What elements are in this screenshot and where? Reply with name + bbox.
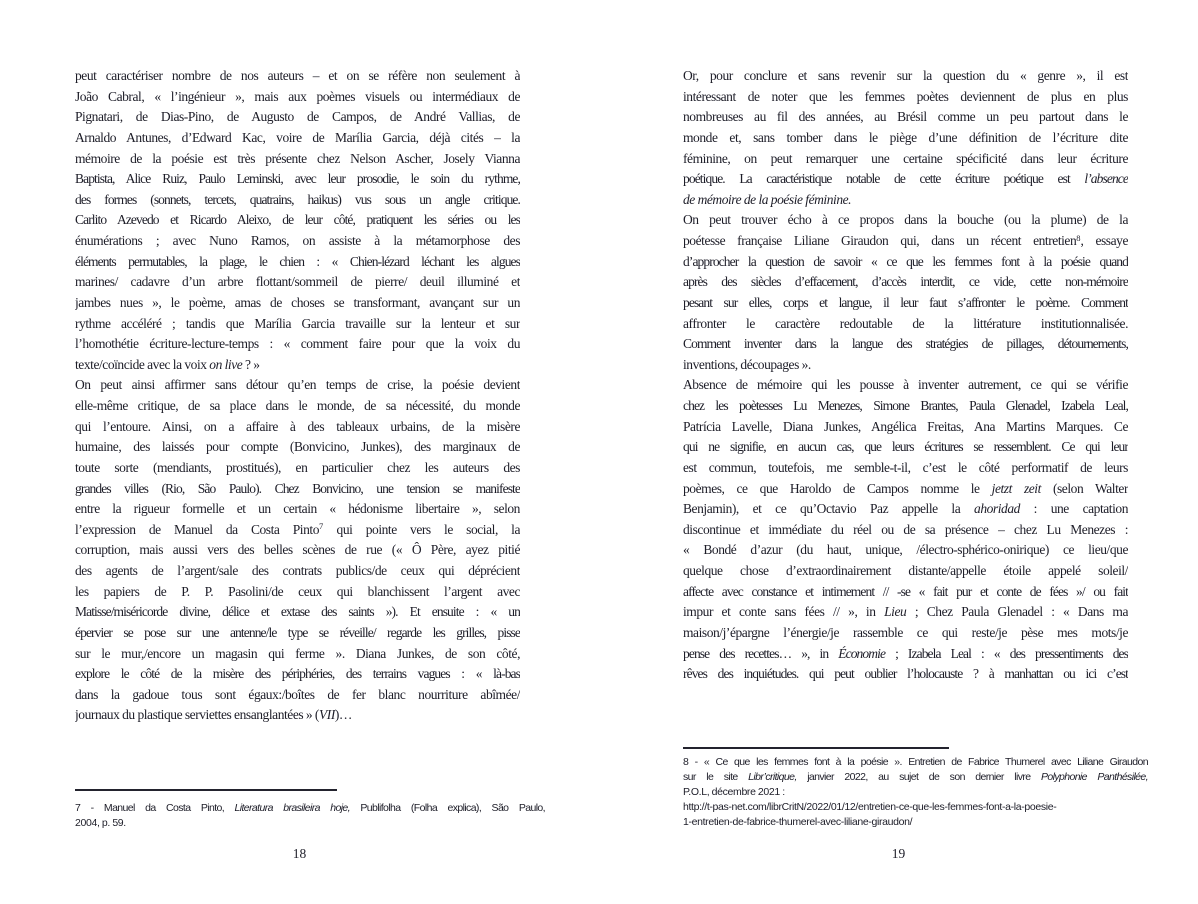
text-line	[75, 272, 520, 293]
text-segment: elle-même critique, de sa place dans le monde, de sa nécessité, du monde	[75, 398, 520, 413]
text-line	[75, 314, 520, 335]
text-line	[683, 169, 1128, 190]
text-segment: sur le mur,/encore un magasin qui ferme ». Diana Junkes, de son côté,	[75, 645, 520, 661]
text-segment: poétique. La caractéristique notable de cette écriture poétique est	[683, 171, 1085, 187]
page-number-left: 18	[292, 846, 307, 861]
text-segment: intéressant de noter que les femmes poètes deviennent de plus en plus	[683, 88, 1128, 104]
text-line	[75, 417, 520, 438]
footnote-rule-right	[683, 747, 949, 749]
text-segment: dans la gadoue tous sont égaux:/boîtes de fer blanc nourriture abîmée/	[75, 686, 520, 702]
text-line	[75, 582, 520, 603]
text-segment: 8 - « Ce que les femmes font à la poésie ». Entretien de Fabrice Thumerel avec Liliane Giraudon	[683, 756, 1148, 768]
text-line	[683, 210, 1128, 231]
text-segment: (selon Walter	[1040, 480, 1128, 496]
text-segment: Baptista, Alice Ruiz, Paulo Leminski, avec leur prosodie, le soin du rythme,	[75, 171, 520, 187]
text-line	[75, 334, 520, 355]
text-segment: marines/ cadavre d’un arbre flottant/sommeil de pierre/ deuil illuminé et	[75, 274, 520, 290]
text-segment: 7 - Manuel da Costa Pinto,	[75, 802, 235, 814]
text-segment: Absence de mémoire qui les pousse à inventer autrement, ce qui se vérifie	[683, 377, 1128, 393]
italic-text-segment: Polyphonie Panthésilée,	[1040, 771, 1148, 783]
text-segment: pesant sur elles, corps et langue, il leur faut s’affronter le poème. Comment	[683, 294, 1128, 310]
text-line	[75, 664, 520, 685]
text-segment: discontinue et immédiate du réel ou de sa présence – chez Lu Menezes :	[683, 521, 1128, 537]
text-line	[75, 801, 545, 816]
text-segment: toute sorte (mendiants, prostitués), en particulier chez les auteurs des	[75, 459, 520, 475]
text-line	[683, 815, 1148, 830]
text-line	[683, 272, 1128, 293]
page-number-right: 19	[891, 846, 906, 861]
page-19-text-column	[683, 66, 1128, 685]
text-segment: Matisse/miséricorde divine, délice et extase des saints »). Et ensuite : « un	[75, 604, 520, 620]
text-line	[683, 375, 1128, 396]
text-segment: , essaye	[1080, 233, 1128, 248]
text-segment: maison/j’épargne l’énergie/je rassemble ce qui reste/je pèse mes mots/je	[683, 624, 1128, 640]
text-line	[75, 479, 520, 500]
text-line	[75, 561, 520, 582]
text-line	[683, 785, 1148, 800]
text-segment: éléments permutables, la plage, le chien : « Chien-lézard léchant les algues	[75, 253, 520, 269]
italic-text-segment: l’absence	[1084, 171, 1128, 187]
text-segment: http://t-pas-net.com/librCritN/2022/01/12/entretien-ce-que-les-femmes-font-a-la-poesie-	[683, 801, 1057, 813]
text-segment: João Cabral, « l’ingénieur », mais aux poèmes visuels ou intermédiaux de	[75, 88, 520, 104]
text-segment: Arnaldo Antunes, d’Edward Kac, voire de Marília Garcia, déjà cités – la	[75, 129, 520, 145]
text-segment: Comment inventer dans la langue des stratégies de pillages, détournements,	[683, 336, 1128, 352]
text-segment: quelque chose d’extraordinairement distante/appelle étoile appelé soleil/	[683, 563, 1128, 578]
text-segment: affronter le caractère redoutable de la littérature institutionnalisée.	[683, 315, 1128, 331]
text-segment: des agents de l’argent/sale des contrats publics/de ceux qui déprécient	[75, 563, 520, 578]
text-segment: pense des recettes… », in	[683, 645, 839, 661]
text-segment: rythme accéléré ; tandis que Marília Garcia travaille sur la lenteur et sur	[75, 315, 520, 331]
text-line	[75, 685, 520, 706]
footnote-reference: 8	[1076, 232, 1081, 243]
text-line	[75, 149, 520, 170]
text-line	[75, 458, 520, 479]
text-line	[75, 644, 520, 665]
page-18-text-column	[75, 66, 520, 726]
text-line	[683, 623, 1128, 644]
text-segment: mémoire de la poésie est très présente chez Nelson Ascher, Josely Vianna	[75, 150, 520, 166]
text-line	[75, 293, 520, 314]
text-segment: explore le côté de la misère des périphéries, des terrains vagues : « là-bas	[75, 666, 520, 682]
text-line	[75, 87, 520, 108]
text-line	[683, 66, 1128, 87]
text-line	[75, 66, 520, 87]
text-line	[683, 770, 1148, 785]
text-line	[683, 499, 1128, 520]
text-segment: qui pointe vers le social, la	[323, 521, 520, 537]
text-line	[75, 437, 520, 458]
italic-text-segment: Libr’critique,	[748, 771, 797, 783]
italic-text-segment: Économie	[838, 645, 886, 661]
text-segment: inventions, découpages ».	[683, 356, 811, 372]
italic-text-segment: Lieu	[884, 604, 907, 620]
text-line	[683, 644, 1128, 665]
text-line	[75, 107, 520, 128]
text-line	[683, 128, 1128, 149]
text-segment: humaine, des laissés pour compte (Bonvicino, Junkes), des marginaux de	[75, 439, 520, 455]
text-segment: des formes (sonnets, tercets, quatrains, haikus) vus sous un angle critique.	[75, 191, 520, 207]
text-line	[75, 499, 520, 520]
text-segment: poétesse française Liliane Giraudon qui, dans un récent entretien	[683, 233, 1077, 248]
text-segment: sur le site	[683, 771, 749, 783]
text-line	[75, 355, 520, 376]
text-segment: poèmes, ce que Haroldo de Campos nomme le	[683, 480, 992, 496]
text-line	[683, 458, 1128, 479]
text-line	[683, 664, 1128, 685]
text-segment: ; Chez Paula Glenadel : « Dans ma	[906, 604, 1128, 620]
text-line	[683, 252, 1128, 273]
text-line	[683, 87, 1128, 108]
text-segment: peut caractériser nombre de nos auteurs – et on se réfère non seulement à	[75, 68, 520, 83]
text-segment: l’expression de Manuel da Costa Pinto	[75, 521, 319, 537]
text-line	[75, 231, 520, 252]
text-line	[683, 107, 1128, 128]
text-segment: l’homothétie écriture-lecture-temps : « comment faire pour que la voix du	[75, 336, 520, 352]
text-line	[75, 602, 520, 623]
text-line	[683, 293, 1128, 314]
text-line	[75, 190, 520, 211]
footnote-page-18	[75, 801, 545, 831]
text-line	[75, 169, 520, 190]
text-line	[683, 437, 1128, 458]
text-segment: journaux du plastique serviettes ensanglantées » (	[75, 707, 319, 723]
text-segment: nombreuses au fil des années, au Brésil comme un peu partout dans le	[683, 109, 1128, 125]
text-segment: )…	[334, 707, 352, 723]
italic-text-segment: on live	[209, 356, 243, 372]
italic-text-segment: ahoridad	[974, 501, 1020, 517]
text-segment: : une captation	[1019, 501, 1128, 517]
text-segment: jambes nues », le poème, amas de choses se transformant, avançant sur un	[75, 294, 520, 310]
text-segment: qui l’entoure. Ainsi, on a affaire à des tableaux urbains, de la misère	[75, 418, 520, 434]
text-line	[75, 540, 520, 561]
footnote-rule-left	[75, 789, 337, 791]
text-line	[75, 396, 520, 417]
text-line	[683, 602, 1128, 623]
text-segment: Or, pour conclure et sans revenir sur la question du « genre », il est	[683, 68, 1128, 83]
text-segment: impur et conte sans fées // », in	[683, 604, 885, 620]
footnote-page-19	[683, 755, 1148, 830]
text-segment: rêves des inquiétudes. qui peut oublier l’holocauste ? à manhattan ou ici c’est	[683, 666, 1128, 682]
text-line	[75, 252, 520, 273]
text-segment: les papiers de P. P. Pasolini/de ceux qui blanchissent l’argent avec	[75, 583, 520, 599]
text-line	[75, 210, 520, 231]
text-line	[683, 355, 1128, 376]
text-segment: grandes villes (Rio, São Paulo). Chez Bonvicino, une tension se manifeste	[75, 480, 520, 496]
text-line	[683, 396, 1128, 417]
text-segment: chez les poètesses Lu Menezes, Simone Brantes, Paula Glenadel, Izabela Leal,	[683, 398, 1128, 413]
text-segment: corruption, mais aussi vers des belles scènes de rue (« Ô Père, ayez pitié	[75, 542, 520, 558]
italic-text-segment: jetzt zeit	[991, 480, 1041, 496]
text-line	[683, 755, 1148, 770]
text-line	[683, 479, 1128, 500]
italic-text-segment: Literatura brasileira hoje,	[234, 802, 350, 814]
text-segment: monde et, sans tomber dans le piège d’une définition de l’écriture dite	[683, 129, 1128, 145]
text-segment: texte/coïncide avec la voix	[75, 356, 210, 372]
text-segment: janvier 2022, au sujet de son dernier livre	[796, 771, 1041, 783]
text-segment: Carlito Azevedo et Ricardo Aleixo, de leur côté, pratiquent les séries ou les	[75, 212, 520, 228]
text-line	[75, 816, 545, 831]
text-line	[683, 582, 1128, 603]
footnote-reference: 7	[319, 521, 324, 532]
text-line	[683, 190, 1128, 211]
text-segment: entre la rigueur formelle et un certain « hédonisme libertaire », selon	[75, 501, 520, 517]
text-segment: Patrícia Lavelle, Diana Junkes, Angélica Freitas, Ana Martins Marques. Ce	[683, 418, 1128, 434]
text-line	[683, 149, 1128, 170]
text-segment: est commun, toutefois, me semble-t-il, c’est le côté performatif de leurs	[683, 459, 1128, 475]
text-segment: 1-entretien-de-fabrice-thumerel-avec-liliane-giraudon/	[683, 816, 913, 828]
text-line	[683, 561, 1128, 582]
text-line	[75, 705, 520, 726]
text-segment: épervier se pose sur une antenne/le type se réveille/ regarde les grilles, pisse	[75, 624, 520, 640]
text-line	[75, 520, 520, 541]
text-segment: On peut trouver écho à ce propos dans la bouche (ou la plume) de la	[683, 212, 1128, 228]
text-segment: féminine, on peut remarquer une certaine spécificité dans leur écriture	[683, 150, 1128, 166]
text-segment: 2004, p. 59.	[75, 817, 126, 829]
text-line	[683, 314, 1128, 335]
text-line	[683, 520, 1128, 541]
text-segment: On peut ainsi affirmer sans détour qu’en temps de crise, la poésie devient	[75, 377, 520, 393]
text-line	[683, 540, 1128, 561]
text-line	[683, 800, 1148, 815]
text-line	[75, 623, 520, 644]
text-segment: Benjamin), et ce qu’Octavio Paz appelle la	[683, 501, 975, 517]
text-segment: ? »	[242, 356, 260, 372]
text-line	[75, 128, 520, 149]
text-line	[683, 417, 1128, 438]
text-segment: affecte avec constance et intimement // -se « fait pur et conte de fées »/ ou fait	[683, 583, 1128, 599]
text-segment: Pignatari, de Dias-Pino, de Augusto de Campos, de André Vallias, de	[75, 109, 520, 125]
text-segment: après des siècles d’effacement, d’accès interdit, ce vide, cette non-mémoire	[683, 274, 1128, 290]
text-segment: ; Izabela Leal : « des pressentiments des	[885, 645, 1128, 661]
text-line	[75, 375, 520, 396]
italic-text-segment: de mémoire de la poésie féminine.	[683, 191, 852, 207]
text-line	[683, 231, 1128, 252]
text-segment: Publifolha (Folha explica), São Paulo,	[350, 802, 545, 814]
text-line	[683, 334, 1128, 355]
text-segment: « Bondé d’azur (du haut, unique, /électro-sphérico-onirique) ce lieu/que	[683, 542, 1128, 558]
text-segment: P.O.L, décembre 2021 :	[683, 786, 785, 798]
italic-text-segment: VII	[318, 707, 335, 723]
text-segment: d’approcher la question de savoir « ce que les femmes font à la poésie quand	[683, 253, 1128, 269]
text-segment: énumérations ; avec Nuno Ramos, on assiste à la métamorphose des	[75, 233, 520, 248]
text-segment: qui ne signifie, en aucun cas, que leurs écritures se ressemblent. Ce qui leur	[683, 439, 1128, 455]
